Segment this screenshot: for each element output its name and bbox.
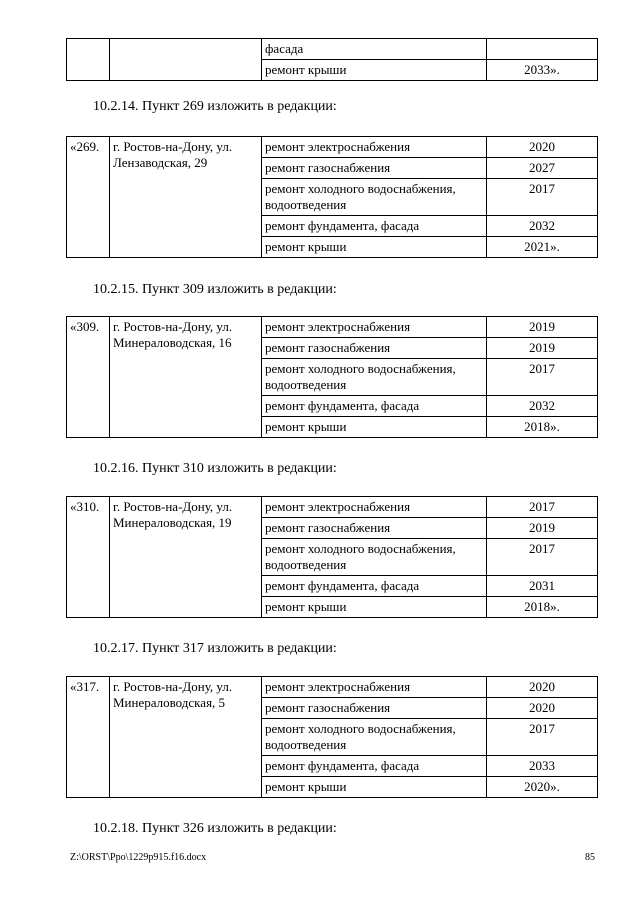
year-cell: 2017 <box>487 719 598 756</box>
year-cell: 2017 <box>487 179 598 216</box>
work-cell: ремонт крыши <box>262 417 487 438</box>
num-cell: «309. <box>67 317 110 438</box>
work-cell: ремонт газоснабжения <box>262 158 487 179</box>
table-row <box>67 677 598 698</box>
table-row <box>67 497 598 518</box>
address-cell <box>110 39 262 81</box>
work-cell: ремонт крыши <box>262 237 487 258</box>
year-cell: 2019 <box>487 338 598 359</box>
address-cell: г. Ростов-на-Дону, ул. Минераловодская, 5 <box>110 677 262 798</box>
work-cell: ремонт крыши <box>262 777 487 798</box>
year-cell <box>487 39 598 60</box>
work-cell: ремонт крыши <box>262 597 487 618</box>
work-cell: ремонт электроснабжения <box>262 317 487 338</box>
work-cell: ремонт газоснабжения <box>262 518 487 539</box>
section-table <box>66 676 598 798</box>
work-cell: ремонт фундамента, фасада <box>262 756 487 777</box>
section-table <box>66 136 598 258</box>
year-cell: 2019 <box>487 518 598 539</box>
year-cell: 2020 <box>487 677 598 698</box>
num-cell <box>67 39 110 81</box>
section-table <box>66 496 598 618</box>
footer-file-path: Z:\ORST\Ppo\1229p915.f16.docx <box>70 852 207 863</box>
year-cell: 2017 <box>487 539 598 576</box>
num-cell: «269. <box>67 137 110 258</box>
year-cell: 2027 <box>487 158 598 179</box>
year-cell: 2020». <box>487 777 598 798</box>
section-heading: 10.2.17. Пункт 317 изложить в редакции: <box>93 641 337 656</box>
top-table <box>66 38 598 81</box>
year-cell: 2031 <box>487 576 598 597</box>
work-cell: ремонт газоснабжения <box>262 338 487 359</box>
num-cell: «317. <box>67 677 110 798</box>
address-cell: г. Ростов-на-Дону, ул. Минераловодская, 16 <box>110 317 262 438</box>
table-row <box>67 39 598 60</box>
work-cell: ремонт крыши <box>262 60 487 81</box>
address-cell: г. Ростов-на-Дону, ул. Лензаводская, 29 <box>110 137 262 258</box>
work-cell: ремонт фундамента, фасада <box>262 576 487 597</box>
year-cell: 2020 <box>487 698 598 719</box>
section-heading: 10.2.18. Пункт 326 изложить в редакции: <box>93 821 337 836</box>
section-heading: 10.2.14. Пункт 269 изложить в редакции: <box>93 99 337 114</box>
year-cell: 2032 <box>487 216 598 237</box>
year-cell: 2033». <box>487 60 598 81</box>
table-row <box>67 317 598 338</box>
section-table <box>66 316 598 438</box>
year-cell: 2033 <box>487 756 598 777</box>
section-heading: 10.2.15. Пункт 309 изложить в редакции: <box>93 282 337 297</box>
work-cell: ремонт электроснабжения <box>262 677 487 698</box>
work-cell: ремонт холодного водоснабжения, водоотведения <box>262 179 487 216</box>
work-cell: ремонт холодного водоснабжения, водоотведения <box>262 359 487 396</box>
year-cell: 2017 <box>487 497 598 518</box>
work-cell: ремонт электроснабжения <box>262 137 487 158</box>
work-cell: ремонт фундамента, фасада <box>262 216 487 237</box>
work-cell: фасада <box>262 39 487 60</box>
work-cell: ремонт газоснабжения <box>262 698 487 719</box>
section-heading: 10.2.16. Пункт 310 изложить в редакции: <box>93 461 337 476</box>
year-cell: 2017 <box>487 359 598 396</box>
year-cell: 2021». <box>487 237 598 258</box>
work-cell: ремонт холодного водоснабжения, водоотведения <box>262 539 487 576</box>
work-cell: ремонт электроснабжения <box>262 497 487 518</box>
year-cell: 2018». <box>487 417 598 438</box>
address-cell: г. Ростов-на-Дону, ул. Минераловодская, 19 <box>110 497 262 618</box>
num-cell: «310. <box>67 497 110 618</box>
year-cell: 2032 <box>487 396 598 417</box>
work-cell: ремонт фундамента, фасада <box>262 396 487 417</box>
footer-page-number: 85 <box>585 852 595 863</box>
table-row <box>67 137 598 158</box>
year-cell: 2018». <box>487 597 598 618</box>
year-cell: 2019 <box>487 317 598 338</box>
work-cell: ремонт холодного водоснабжения, водоотведения <box>262 719 487 756</box>
year-cell: 2020 <box>487 137 598 158</box>
